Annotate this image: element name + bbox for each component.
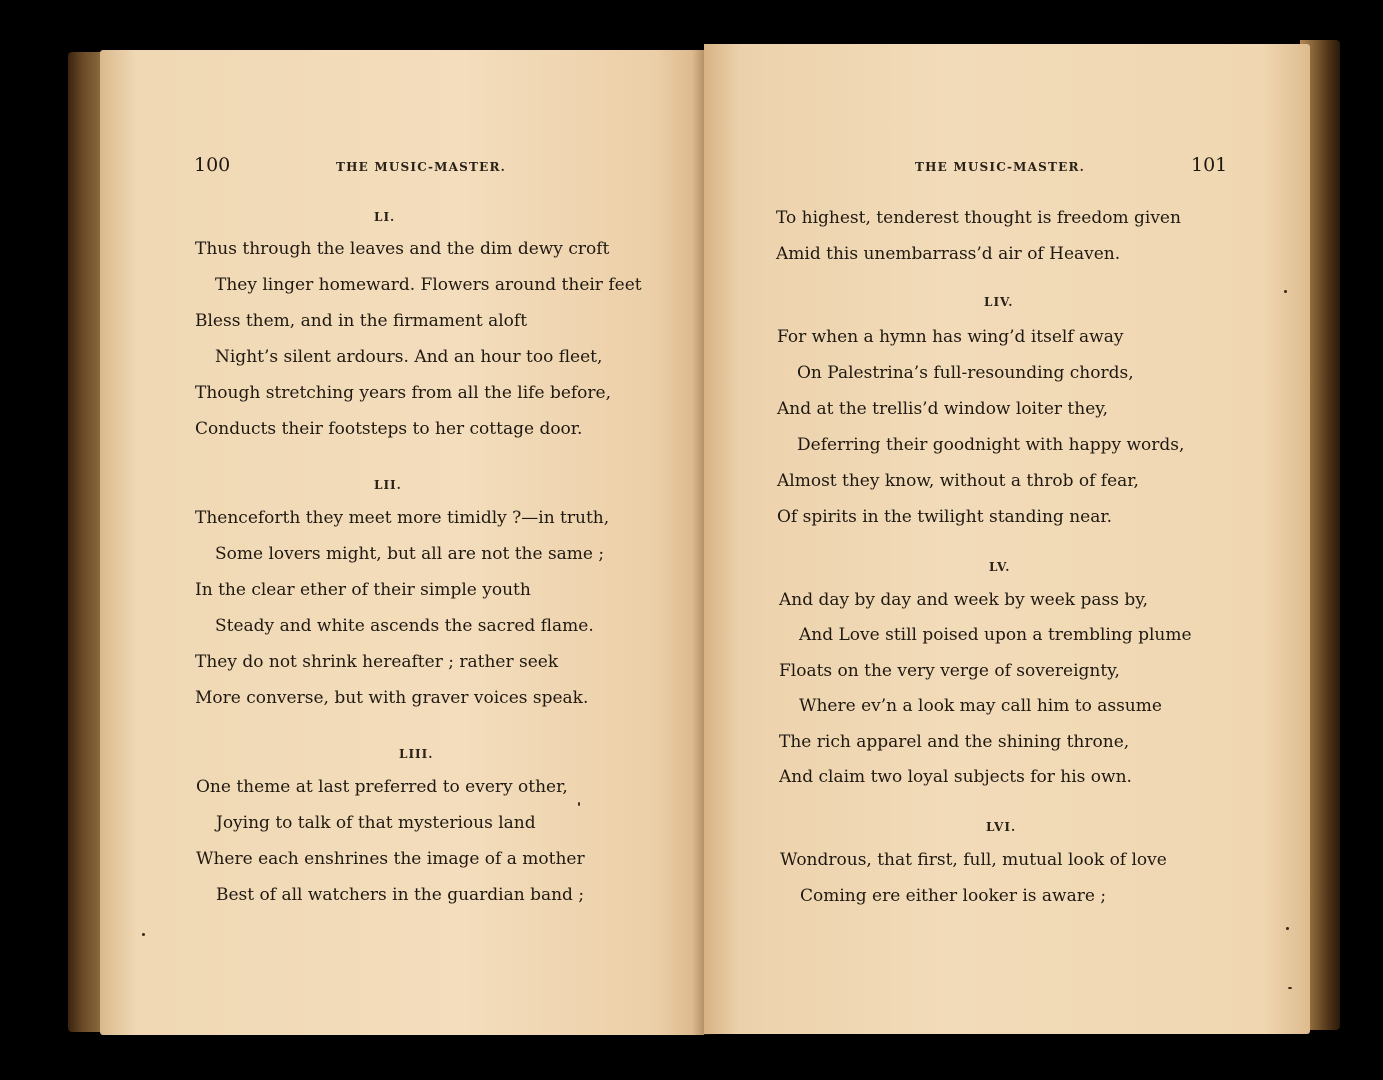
paper-speck bbox=[142, 933, 145, 936]
verse-line: They linger homeward. Flowers around their feet bbox=[215, 275, 642, 295]
verse-line: Wondrous, that first, full, mutual look of love bbox=[780, 850, 1167, 870]
verse-line: On Palestrina’s full-resounding chords, bbox=[797, 363, 1134, 383]
right-page-header bbox=[704, 154, 1310, 184]
verse-line: Where ev’n a look may call him to assume bbox=[799, 696, 1162, 716]
paper-speck bbox=[1288, 987, 1292, 989]
verse-line: Some lovers might, but all are not the same ; bbox=[215, 544, 605, 564]
verse-line: Joying to talk of that mysterious land bbox=[216, 813, 536, 833]
verse-line: One theme at last preferred to every other, bbox=[196, 777, 568, 797]
stanza-numeral: LIV. bbox=[984, 295, 1014, 309]
verse-line: Though stretching years from all the life before, bbox=[195, 383, 612, 403]
paper-speck bbox=[578, 802, 580, 806]
verse-line: Of spirits in the twilight standing near. bbox=[777, 507, 1112, 527]
stanza-numeral: LII. bbox=[374, 478, 402, 492]
left-page-header bbox=[100, 154, 704, 184]
stanza-numeral: LI. bbox=[374, 210, 396, 224]
verse-line: Night’s silent ardours. And an hour too fleet, bbox=[215, 347, 603, 367]
verse-line: Bless them, and in the firmament aloft bbox=[195, 311, 528, 331]
verse-line: More converse, but with graver voices speak. bbox=[195, 688, 589, 708]
verse-line: They do not shrink hereafter ; rather seek bbox=[195, 652, 559, 672]
verse-line: Amid this unembarrass’d air of Heaven. bbox=[776, 244, 1121, 264]
verse-line: For when a hymn has wing’d itself away bbox=[777, 327, 1124, 347]
running-head: THE MUSIC-MASTER. bbox=[336, 160, 507, 174]
verse-line: Steady and white ascends the sacred flame. bbox=[215, 616, 594, 636]
running-head: THE MUSIC-MASTER. bbox=[915, 160, 1086, 174]
open-book bbox=[40, 40, 1340, 1040]
page-number: 100 bbox=[194, 154, 231, 176]
verse-line: The rich apparel and the shining throne, bbox=[779, 732, 1130, 752]
verse-line: And at the trellis’d window loiter they, bbox=[777, 399, 1109, 419]
verse-line: Deferring their goodnight with happy words, bbox=[797, 435, 1185, 455]
verse-line: And day by day and week by week pass by, bbox=[779, 590, 1148, 610]
page-number: 101 bbox=[1191, 154, 1228, 176]
paper-speck bbox=[1284, 290, 1287, 293]
verse-line: Thus through the leaves and the dim dewy croft bbox=[195, 239, 610, 259]
verse-line: To highest, tenderest thought is freedom given bbox=[776, 208, 1181, 228]
stanza-numeral: LVI. bbox=[986, 820, 1017, 834]
left-page bbox=[100, 50, 704, 1035]
verse-line: Conducts their footsteps to her cottage door. bbox=[195, 419, 583, 439]
verse-line: And claim two loyal subjects for his own. bbox=[779, 767, 1132, 787]
verse-line: Coming ere either looker is aware ; bbox=[800, 886, 1107, 906]
verse-line: Best of all watchers in the guardian band ; bbox=[216, 885, 585, 905]
verse-line: Thenceforth they meet more timidly ?—in truth, bbox=[195, 508, 610, 528]
stanza-numeral: LIII. bbox=[399, 747, 434, 761]
verse-line: Almost they know, without a throb of fear, bbox=[777, 471, 1139, 491]
verse-line: Floats on the very verge of sovereignty, bbox=[779, 661, 1120, 681]
verse-line: And Love still poised upon a trembling plume bbox=[799, 625, 1192, 645]
verse-line: In the clear ether of their simple youth bbox=[195, 580, 531, 600]
verse-line: Where each enshrines the image of a mother bbox=[196, 849, 585, 869]
right-page bbox=[704, 44, 1310, 1034]
stanza-numeral: LV. bbox=[989, 560, 1011, 574]
paper-speck bbox=[1286, 927, 1289, 930]
